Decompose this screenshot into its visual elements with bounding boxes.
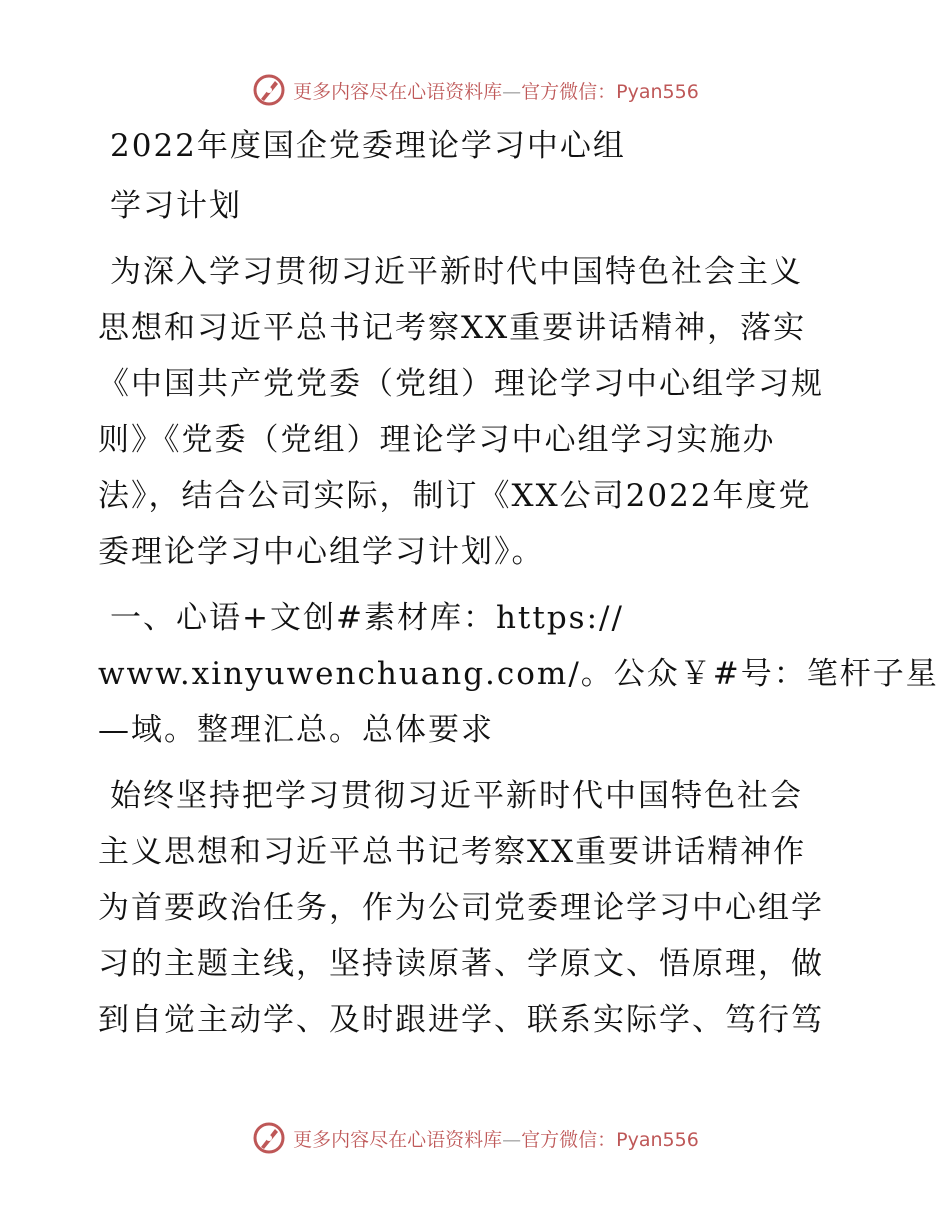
watermark-dash: — — [502, 80, 522, 103]
paragraph-line: 到自觉主动学、及时跟进学、联系实际学、笃行笃 — [98, 1002, 824, 1038]
watermark-contact: 官方微信：Pyan556 — [521, 80, 699, 103]
paragraph-line: 一、心语+文创#素材库：https:// — [110, 600, 624, 636]
paragraph-line: 委理论学习中心组学习计划》。 — [98, 534, 545, 570]
paragraph-line: 习的主题主线，坚持读原著、学原文、悟原理，做 — [98, 946, 824, 982]
watermark-text — [293, 1125, 699, 1152]
document-title: 2022年度国企党委理论学习中心组 — [110, 128, 626, 164]
paragraph-line: —域。整理汇总。总体要求 — [98, 712, 494, 748]
watermark-header — [0, 70, 950, 110]
document-subtitle: 学习计划 — [110, 188, 242, 224]
paragraph-line: 主义思想和习近平总书记考察XX重要讲话精神作 — [98, 834, 807, 870]
watermark-brand: 更多内容尽在心语资料库 — [293, 80, 503, 103]
watermark-brand: 更多内容尽在心语资料库 — [293, 1128, 503, 1151]
watermark-footer — [0, 1118, 950, 1158]
watermark-dash: — — [502, 1128, 522, 1151]
document-body — [98, 118, 939, 1048]
paragraph-line: 则》《党委（党组）理论学习中心组学习实施办 — [98, 422, 776, 458]
paragraph-line: 为深入学习贯彻习近平新时代中国特色社会主义 — [110, 254, 803, 290]
body-paragraph — [98, 768, 858, 1048]
paragraph-line: 始终坚持把学习贯彻习近平新时代中国特色社会 — [110, 778, 803, 814]
section-heading-1 — [98, 590, 939, 758]
paragraph-line: 思想和习近平总书记考察XX重要讲话精神，落实 — [98, 310, 807, 346]
paragraph-line: 法》，结合公司实际，制订《XX公司2022年度党 — [98, 478, 812, 514]
intro-paragraph — [98, 244, 858, 580]
paragraph-line: 为首要政治任务，作为公司党委理论学习中心组学 — [98, 890, 824, 926]
paragraph-line: 《中国共产党党委（党组）理论学习中心组学习规 — [98, 366, 824, 402]
quill-circle-icon — [251, 1120, 287, 1156]
paragraph-line: www.xinyuwenchuang.com/。公众￥#号：笔杆子星 — [98, 656, 939, 692]
watermark-text — [293, 77, 699, 104]
watermark-contact: 官方微信：Pyan556 — [521, 1128, 699, 1151]
quill-circle-icon — [251, 72, 287, 108]
